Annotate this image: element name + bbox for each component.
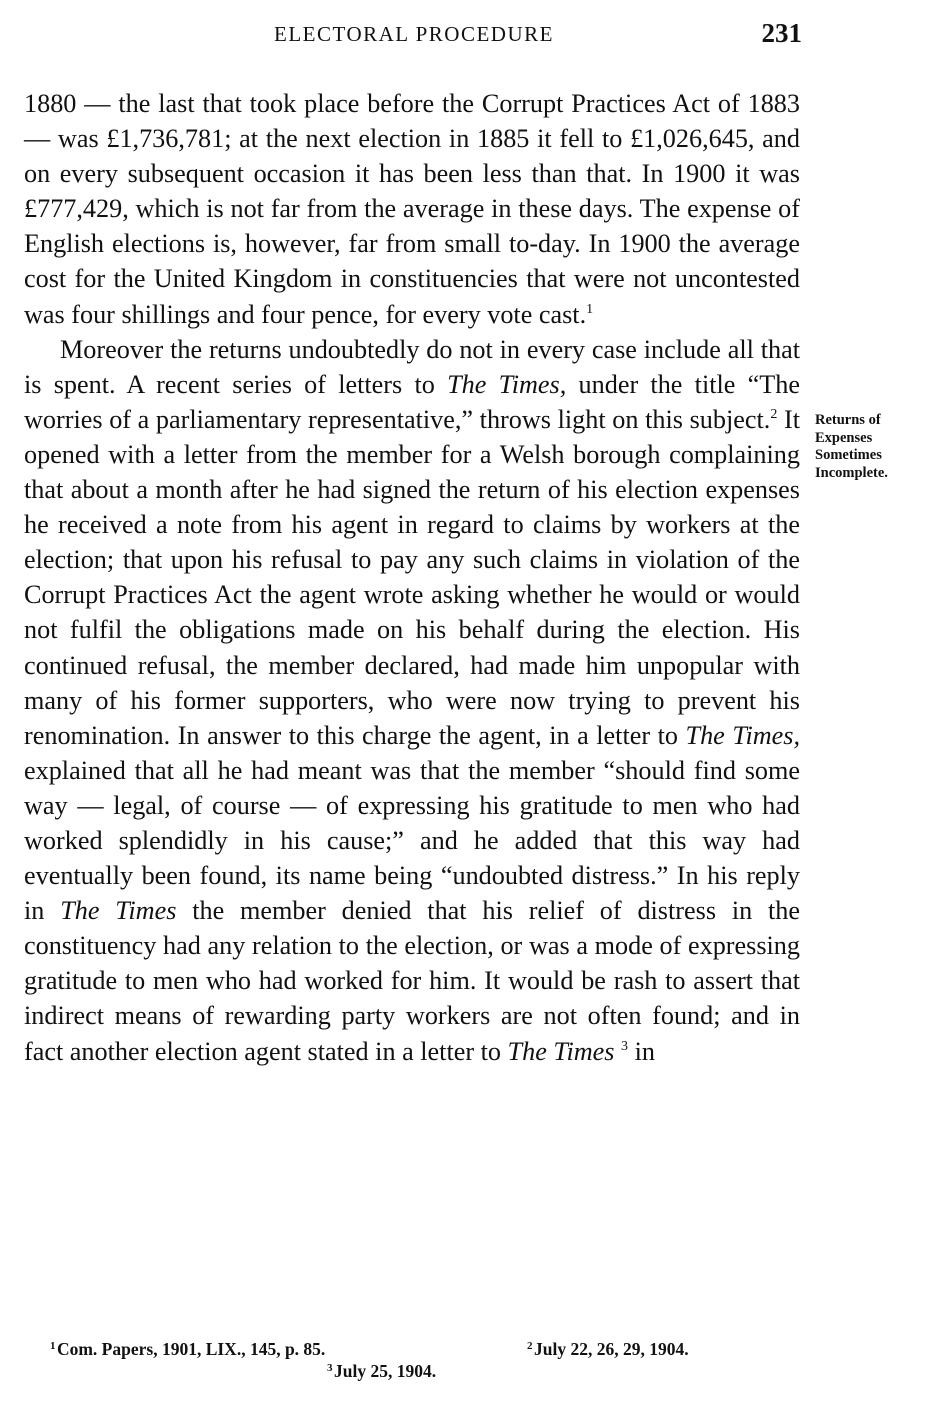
text-run: in xyxy=(628,1036,655,1066)
footnote-1 xyxy=(50,1338,325,1360)
margin-note-line: Sometimes xyxy=(815,447,882,463)
italic-title: The Times, xyxy=(685,720,801,750)
text-run: 1880 — the last that took place before the Corrupt Practices Act of 1883 — was £1,736,781; at the next election in 1885 it fell to £1,026,645, and on every subsequent occasion it has been less than that. In 1900 it was £777,429, which is not far from the average in these days. The expense of English elections is, however, far from small to-day. In 1900 the average cost for the United Kingdom in constituencies that were not uncontested was four shillings and four pence, for every vote cast. xyxy=(24,89,800,329)
text-run: the member denied that his relief of distress in the constituency had any relation to the election, or was a mode of expressing gratitude to men who had worked for him. It would be rash to assert that indirect means of rewarding party workers are not often found; and in fact another election agent stated in a letter to xyxy=(24,896,801,1066)
footnote-mark: 2 xyxy=(527,1340,533,1352)
footnote-mark: 3 xyxy=(327,1362,333,1374)
footnote-mark: 1 xyxy=(50,1340,56,1352)
footnote-ref: 2 xyxy=(770,406,778,422)
footnote-text: Com. Papers, 1901, LIX., 145, p. 85. xyxy=(56,1339,326,1359)
italic-title: The Times xyxy=(60,896,177,926)
footnote-2 xyxy=(527,1338,689,1360)
page-number: 231 xyxy=(761,18,802,48)
text-run: under the title “The worries of a parliamentary representative,” throws light on this subject. xyxy=(24,369,800,434)
footnote-ref: 3 xyxy=(621,1038,629,1054)
italic-title: The Times, xyxy=(447,369,567,399)
body-text xyxy=(24,86,800,1069)
margin-note-line: Expenses xyxy=(815,429,873,446)
margin-note xyxy=(815,412,940,482)
footnote-text: July 25, 1904. xyxy=(333,1361,437,1381)
italic-title: The Times xyxy=(507,1036,615,1066)
margin-note-line: Incomplete. xyxy=(815,464,888,481)
running-title: ELECTORAL PROCEDURE xyxy=(274,22,554,46)
text-run: explained that all he had meant was that the member “should find some way — legal, of course — of expressing his gratitude to men who had worked splendidly in his cause;” and he added that this way had eventually been found, its name being “undoubted distress.” In his reply in xyxy=(24,755,800,926)
footnote-text: July 22, 26, 29, 1904. xyxy=(533,1339,689,1359)
paragraph xyxy=(24,86,800,332)
footnote-3 xyxy=(327,1360,436,1382)
footnote-row xyxy=(24,1338,800,1360)
running-head xyxy=(24,18,804,52)
footnote-ref: 1 xyxy=(586,301,594,317)
footnote-row xyxy=(24,1360,800,1382)
footnotes xyxy=(24,1338,800,1382)
text-run: Moreover the returns undoubtedly do not in every case include all that is spent. A recent series of letters to xyxy=(24,334,800,399)
paragraph xyxy=(24,332,800,1069)
margin-note-line: Returns of xyxy=(815,412,881,428)
text-run: It opened with a letter from the member for a Welsh borough complaining that about a month after he had signed the return of his election expenses he received a note from his agent in regard to claims by workers at the election; that upon his refusal to pay any such claims in violation of the Corrupt Practices Act the agent wrote asking whether he would or would not fulfil the obligations made on his behalf during the election. His continued refusal, the member declared, had made him unpopular with many of his former supporters, who were now trying to prevent his renomination. In answer to this charge the agent, in a letter to xyxy=(24,404,800,750)
